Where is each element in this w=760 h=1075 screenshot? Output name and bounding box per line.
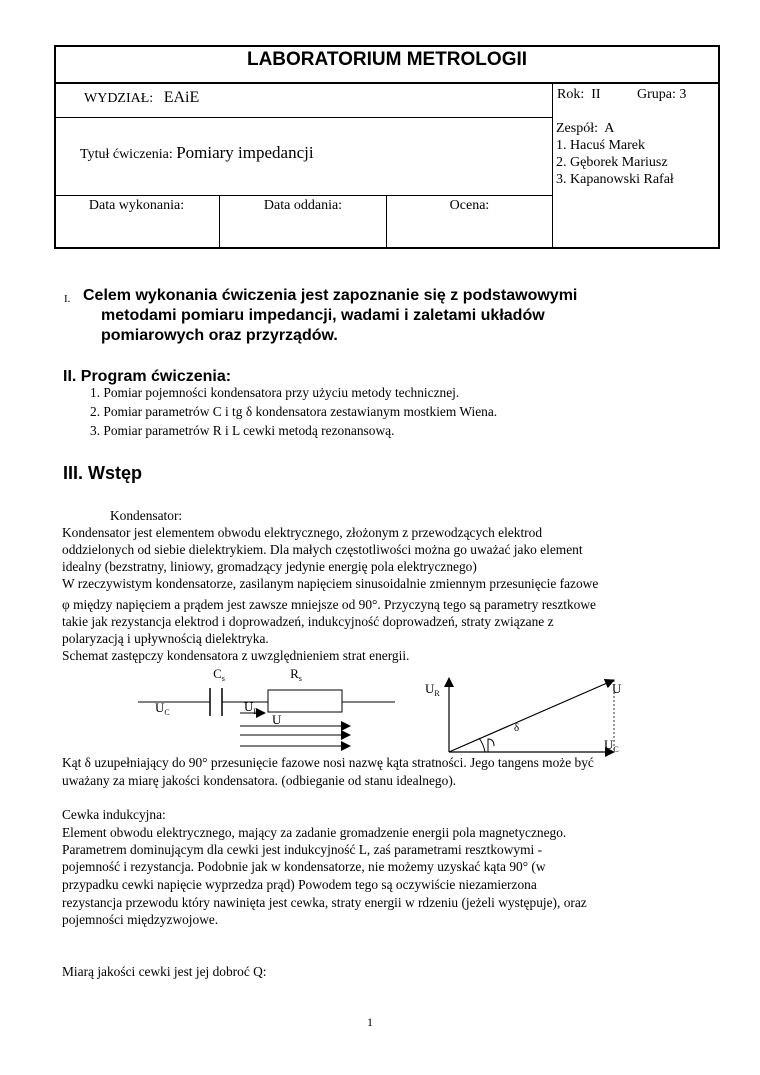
paragraph-line: takie jak rezystancja elektrod i doprowadzeń, indukcyjność doprowadzeń, straty związane z bbox=[62, 614, 554, 629]
phasor-ur-label: $U_R$ bbox=[425, 681, 440, 698]
cs-label: $C_s$ bbox=[213, 666, 225, 683]
paragraph-line: idealny (bezstratny, liniowy, gromadzący jedynie energię pola elektrycznego) bbox=[62, 559, 477, 574]
lab-title: LABORATORIUM METROLOGII bbox=[246, 49, 528, 70]
paragraph-line: pojemności międzyzwojowe. bbox=[62, 912, 219, 927]
miara-line: Miarą jakości cewki jest jej dobroć Q: bbox=[62, 964, 267, 979]
program-item: 2. Pomiar parametrów C i tg δ kondensatora zestawianym mostkiem Wiena. bbox=[90, 404, 498, 419]
wydzial-label: WYDZIAŁ: bbox=[84, 91, 154, 106]
paragraph-line: przypadku cewki napięcie wyprzedza prąd) Powodem tego są oczywiście niezamierzona bbox=[62, 877, 537, 892]
capacitor-symbol bbox=[210, 688, 222, 716]
paragraph-line: Kondensator jest elementem obwodu elektrycznego, złożonym z przewodzących elektrod bbox=[62, 525, 543, 540]
paragraph-line: Parametrem dominującym dla cewki jest indukcyjność L, zaś parametrami resztkowymi - bbox=[62, 842, 543, 857]
rok-value: II bbox=[591, 87, 601, 102]
phasor-diagram bbox=[449, 678, 614, 752]
phasor-u-label: U bbox=[612, 681, 622, 696]
kondensator-heading: Kondensator: bbox=[110, 508, 183, 523]
paragraph-line: rezystancja przewodu który nawinięta jest cewka, straty energii w rdzeniu (jeżeli występuje), oraz bbox=[62, 895, 587, 910]
capacitor-equivalent-circuit-diagram bbox=[0, 660, 760, 760]
phasor-u-arrow bbox=[449, 680, 614, 752]
section-1-line: pomiarowych oraz przyrządów. bbox=[101, 327, 338, 344]
angle-arc bbox=[479, 738, 485, 752]
section-1-number: I. bbox=[64, 293, 71, 305]
data-oddania-label: Data oddania: bbox=[263, 198, 343, 213]
header-table bbox=[54, 45, 720, 249]
team-member: 1. Hacuś Marek bbox=[556, 138, 646, 153]
cewka-heading: Cewka indukcyjna: bbox=[62, 807, 166, 822]
paragraph-line: Element obwodu elektrycznego, mający za zadanie gromadzenie energii pola magnetycznego. bbox=[62, 825, 567, 840]
zespol-value: A bbox=[604, 121, 615, 136]
paragraph-line: polaryzacją i upływnością dielektryka. bbox=[62, 631, 269, 646]
team-member: 2. Gęborek Mariusz bbox=[556, 155, 668, 170]
wydzial-value: EAiE bbox=[163, 89, 200, 106]
grupa-label: Grupa: bbox=[637, 87, 676, 102]
header-divider bbox=[54, 117, 552, 118]
angle-arc bbox=[488, 739, 494, 752]
program-item: 1. Pomiar pojemności kondensatora przy użyciu metody technicznej. bbox=[90, 385, 460, 400]
rs-label: $R_s$ bbox=[290, 666, 302, 683]
data-wykonania-label: Data wykonania: bbox=[88, 198, 185, 213]
resistor-symbol bbox=[268, 690, 342, 712]
paragraph-line: uważany za miarę jakości kondensatora. (odbieganie od stanu idealnego). bbox=[62, 773, 457, 788]
section-3-title: III. Wstęp bbox=[63, 463, 143, 483]
ocena-label: Ocena: bbox=[449, 198, 490, 213]
paragraph-line: φ między napięciem a prądem jest zawsze mniejsze od 90°. Przyczyną tego są parametry resztkowe bbox=[62, 597, 596, 612]
zespol-label: Zespół: bbox=[556, 121, 598, 136]
team-member: 3. Kapanowski Rafał bbox=[556, 172, 674, 187]
phasor-uc-label: $U_C$ bbox=[604, 737, 619, 754]
header-divider bbox=[54, 82, 720, 84]
rok-label: Rok: bbox=[557, 87, 585, 102]
page-number: 1 bbox=[367, 1015, 373, 1029]
grupa-value: 3 bbox=[679, 87, 687, 102]
ur-label: $U_R$ bbox=[244, 699, 259, 716]
header-divider bbox=[552, 82, 553, 249]
section-1-line: metodami pomiaru impedancji, wadami i zaletami układów bbox=[101, 307, 545, 324]
section-1-line: Celem wykonania ćwiczenia jest zapoznanie się z podstawowymi bbox=[83, 287, 578, 304]
tytul-value: Pomiary impedancji bbox=[176, 143, 314, 162]
delta-label: δ bbox=[514, 722, 520, 734]
tytul-label: Tytuł ćwiczenia: bbox=[80, 147, 173, 162]
program-item: 3. Pomiar parametrów R i L cewki metodą rezonansową. bbox=[90, 423, 395, 438]
paragraph-line: pojemność i rezystancja. Podobnie jak w kondensatorze, nie możemy uzyskać kąta 90° (w bbox=[62, 859, 546, 874]
paragraph-line: Kąt δ uzupełniający do 90° przesunięcie fazowe nosi nazwę kąta stratności. Jego tangens może być bbox=[62, 755, 594, 770]
u-label: U bbox=[272, 712, 282, 727]
paragraph-line: oddzielonych od siebie dielektrykiem. Dla małych częstotliwości można go uważać jako element bbox=[62, 542, 583, 557]
paragraph-line: W rzeczywistym kondensatorze, zasilanym napięciem sinusoidalnie zmiennym przesunięcie fazowe bbox=[62, 576, 599, 591]
uc-label: $U_C$ bbox=[155, 700, 170, 717]
header-divider bbox=[54, 195, 552, 196]
schemat-caption: Schemat zastępczy kondensatora z uwzględnieniem strat energii. bbox=[62, 648, 410, 663]
section-2-title: II. Program ćwiczenia: bbox=[63, 368, 232, 385]
